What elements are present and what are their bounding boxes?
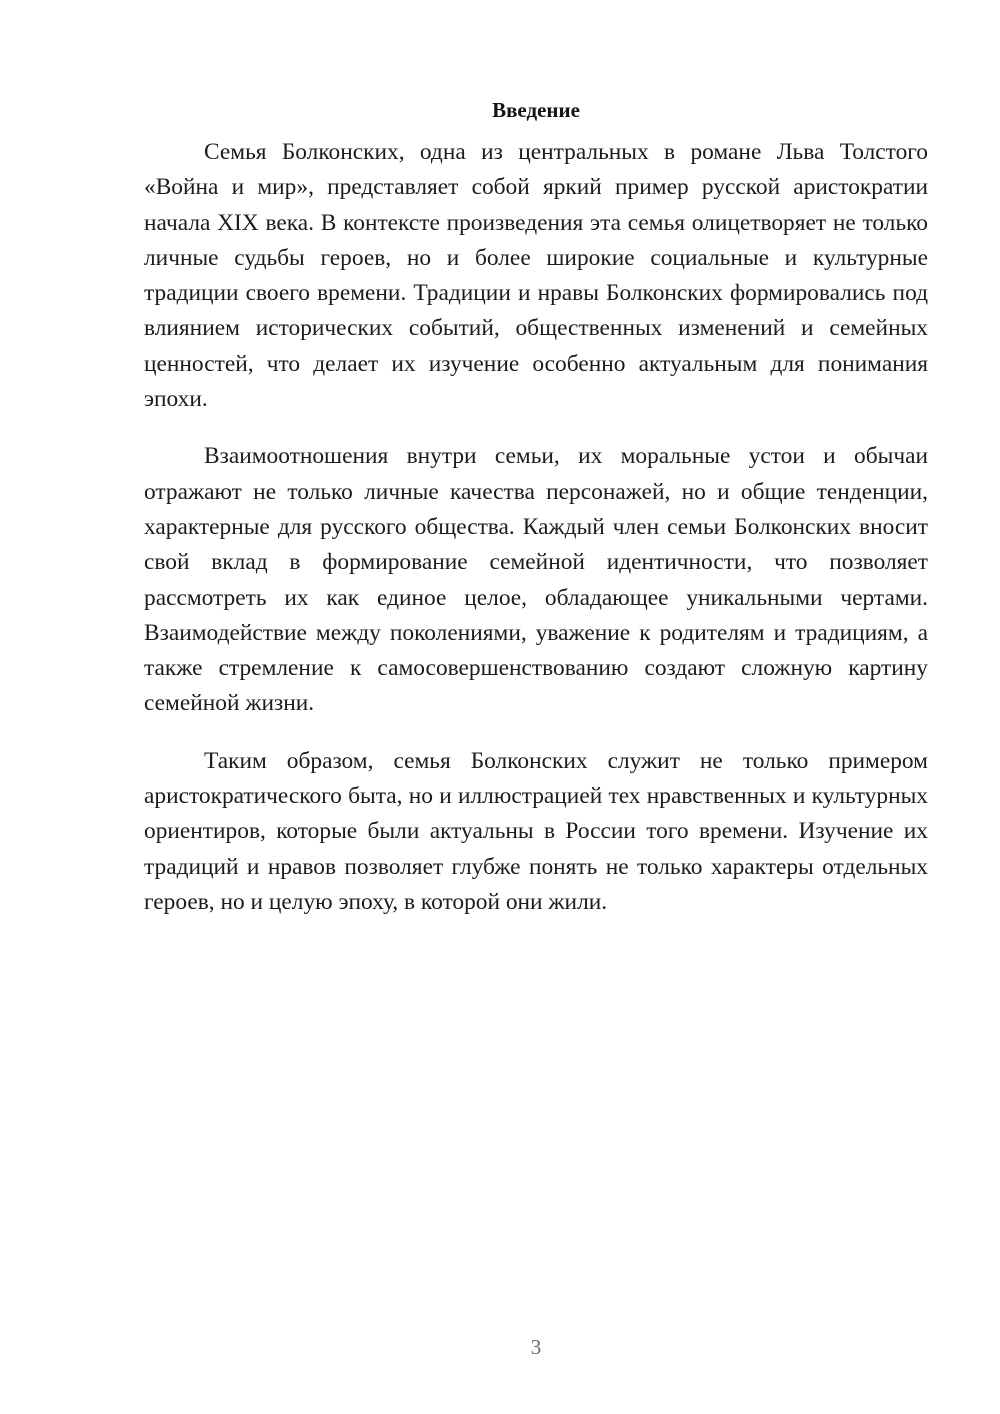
paragraph-1: Семья Болконских, одна из центральных в романе Льва Толстого «Война и мир», представляет собой яркий пример русской аристократии начала XIX века. В контексте произведения эта семья олицетворяет не только личные судьбы героев, но и более широкие социальные и культурные традиции своего времени. Традиции и нравы Болконских формировались под влиянием исторических событий, общественных изменений и семейных ценностей, что делает их изучение особенно актуальным для понимания эпохи.	[144, 139, 928, 413]
paragraph-2: Взаимоотношения внутри семьи, их моральные устои и обычаи отражают не только личные качества персонажей, но и общие тенденции, характерные для русского общества. Каждый член семьи Болконских вносит свой вклад в формирование семейной идентичности, что позволяет рассмотреть их как единое целое, обладающее уникальными чертами. Взаимодействие между поколениями, уважение к родителям и традициям, а также стремление к самосовершенствованию создают сложную картину семейной жизни.	[144, 443, 928, 717]
paragraph-3: Таким образом, семья Болконских служит не только примером аристократического быта, но и иллюстрацией тех нравственных и культурных ориентиров, которые были актуальны в России того времени. Изучение их традиций и нравов позволяет глубже понять не только характеры отдельных героев, но и целую эпоху, в которой они жили.	[144, 747, 928, 915]
section-heading: Введение	[492, 98, 580, 122]
page-number: 3	[530, 1335, 542, 1359]
page-content	[144, 95, 928, 942]
